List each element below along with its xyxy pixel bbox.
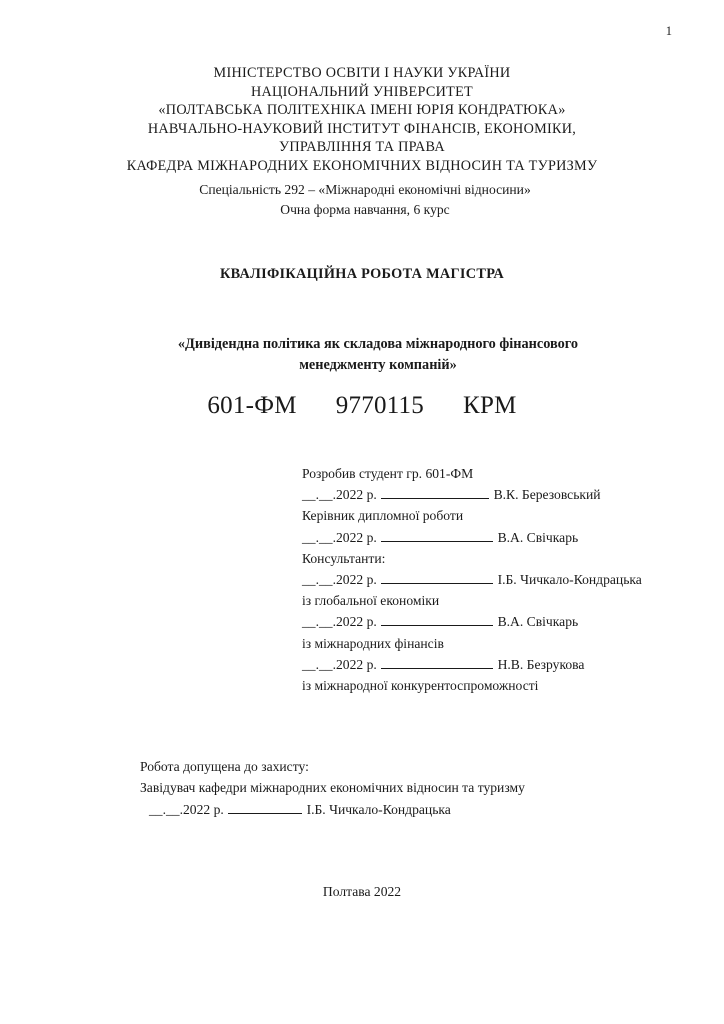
page-number: 1 <box>665 24 672 38</box>
supervisor-date: __.__.2022 р. <box>302 529 377 545</box>
specialty-block <box>40 180 690 219</box>
consultant-field: із глобальної економіки <box>302 593 440 609</box>
org-line-university-name: «ПОЛТАВСЬКА ПОЛІТЕХНІКА ІМЕНІ ЮРІЯ КОНДРАТЮКА» <box>158 102 566 119</box>
author-signature-line <box>381 486 489 499</box>
study-form-line: Очна форма навчання, 6 курс <box>280 201 450 217</box>
consultant-signature-row <box>302 611 706 632</box>
work-code-line <box>0 391 724 421</box>
thesis-title-line-2: менеджменту компаній» <box>299 356 457 373</box>
consultant-name: І.Б. Чичкало-Кондрацька <box>497 572 642 588</box>
consultant-date: __.__.2022 р. <box>302 572 377 588</box>
signature-block <box>302 463 706 696</box>
author-role-row: Розробив студент гр. 601-ФМ <box>302 466 474 481</box>
org-line-department: КАФЕДРА МІЖНАРОДНИХ ЕКОНОМІЧНИХ ВІДНОСИН ТА ТУРИЗМУ <box>126 157 598 174</box>
work-type-heading: КВАЛІФІКАЦІЙНА РОБОТА МАГІСТРА <box>219 266 505 282</box>
supervisor-name: В.А. Свічкарь <box>497 529 579 545</box>
supervisor-role-row: Керівник дипломної роботи <box>302 508 464 524</box>
code-group: 601-ФМ <box>207 392 297 419</box>
consultant-field: із міжнародних фінансів <box>302 635 444 651</box>
code-suffix: КРМ <box>463 392 517 419</box>
org-line-ministry: МІНІСТЕРСТВО ОСВІТИ І НАУКИ УКРАЇНИ <box>213 65 511 81</box>
approval-block <box>140 756 694 820</box>
approval-name: І.Б. Чичкало-Кондрацька <box>306 801 451 817</box>
consultant-field: із міжнародної конкурентоспроможності <box>302 678 539 694</box>
specialty-line: Спеціальність 292 – «Міжнародні економічні відносини» <box>199 182 531 197</box>
approval-label: Робота допущена до захисту: <box>140 759 309 774</box>
org-line-institute-1: НАВЧАЛЬНО-НАУКОВИЙ ІНСТИТУТ ФІНАНСІВ, ЕКОНОМІКИ, <box>147 120 577 137</box>
consultant-signature-line <box>381 571 493 584</box>
supervisor-signature-row <box>302 527 706 548</box>
consultant-date: __.__.2022 р. <box>302 656 377 672</box>
consultant-name: В.А. Свічкарь <box>497 614 579 630</box>
approval-signature-line <box>228 801 302 814</box>
consultants-label: Консультанти: <box>302 550 386 566</box>
consultant-signature-row <box>302 569 706 590</box>
org-line-institute-2: УПРАВЛІННЯ ТА ПРАВА <box>279 139 445 156</box>
consultant-name: Н.В. Безрукова <box>497 656 585 672</box>
approval-head-role: Завідувач кафедри міжнародних економічних відносин та туризму <box>140 780 525 796</box>
thesis-title <box>112 334 644 375</box>
consultant-date: __.__.2022 р. <box>302 614 377 630</box>
author-signature-row <box>302 484 706 505</box>
thesis-title-line-1: «Дивідендна політика як складова міжнародного фінансового <box>177 336 579 352</box>
author-name: В.К. Березовський <box>493 487 601 503</box>
code-number: 9770115 <box>335 392 425 419</box>
org-line-university: НАЦІОНАЛЬНИЙ УНІВЕРСИТЕТ <box>251 83 473 100</box>
consultant-signature-line <box>381 613 493 626</box>
consultant-signature-row <box>302 654 706 675</box>
organization-header <box>40 64 684 176</box>
supervisor-signature-line <box>381 529 493 542</box>
approval-date: __.__.2022 р. <box>149 801 224 817</box>
approval-signature-row <box>140 799 694 820</box>
consultant-signature-line <box>381 656 493 669</box>
author-date: __.__.2022 р. <box>302 487 377 503</box>
footer-city-year: Полтава 2022 <box>322 884 402 899</box>
